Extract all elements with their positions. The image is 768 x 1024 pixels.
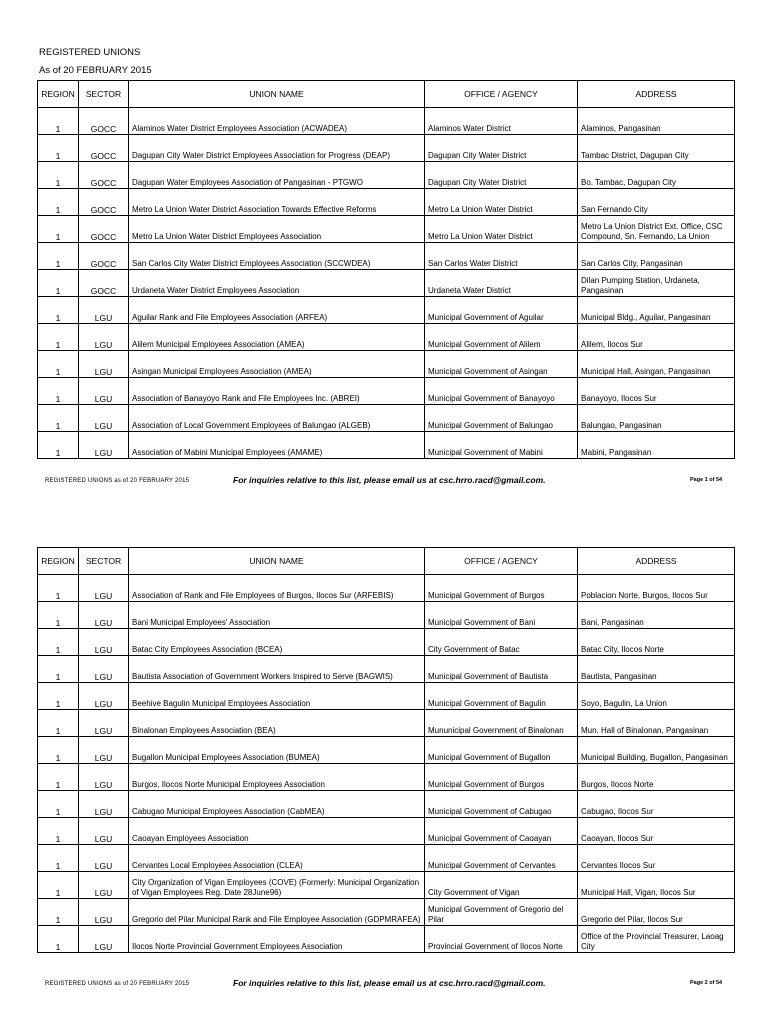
- cell-union-name: Metro La Union Water District Association Towards Effective Reforms: [129, 189, 425, 216]
- table-row: [38, 243, 735, 270]
- cell-region: 1: [38, 899, 79, 926]
- cell-address: Balungao, Pangasinan: [578, 405, 735, 432]
- column-header-office-agency: OFFICE / AGENCY: [425, 548, 578, 575]
- cell-region: 1: [38, 818, 79, 845]
- table-row: [38, 135, 735, 162]
- table-header-row: [38, 81, 735, 108]
- cell-address: Tambac District, Dagupan City: [578, 135, 735, 162]
- cell-union-name: Batac City Employees Association (BCEA): [129, 629, 425, 656]
- cell-region: 1: [38, 216, 79, 243]
- cell-address: Bo. Tambac, Dagupan City: [578, 162, 735, 189]
- table-row: [38, 297, 735, 324]
- cell-union-name: Dagupan Water Employees Association of Pangasinan - PTGWO: [129, 162, 425, 189]
- cell-address: Batac City, Ilocos Norte: [578, 629, 735, 656]
- table-row: [38, 737, 735, 764]
- cell-office-agency: Municipal Government of Banayoyo: [425, 378, 578, 405]
- cell-sector: GOCC: [79, 108, 129, 135]
- column-header-address: ADDRESS: [578, 81, 735, 108]
- cell-union-name: Urdaneta Water District Employees Association: [129, 270, 425, 297]
- table-row: [38, 899, 735, 926]
- unions-table-page-2: [37, 547, 735, 953]
- cell-office-agency: Dagupan City Water District: [425, 162, 578, 189]
- column-header-region: REGION: [38, 548, 79, 575]
- cell-union-name: Caoayan Employees Association: [129, 818, 425, 845]
- cell-sector: LGU: [79, 791, 129, 818]
- cell-address: Municipal Bldg., Aguilar, Pangasinan: [578, 297, 735, 324]
- cell-office-agency: Urdaneta Water District: [425, 270, 578, 297]
- cell-sector: LGU: [79, 845, 129, 872]
- cell-region: 1: [38, 602, 79, 629]
- cell-address: Bautista, Pangasinan: [578, 656, 735, 683]
- cell-sector: LGU: [79, 926, 129, 953]
- column-header-sector: SECTOR: [79, 81, 129, 108]
- cell-address: Dilan Pumping Station, Urdaneta, Pangasinan: [578, 270, 735, 297]
- cell-union-name: Association of Mabini Municipal Employees (AMAME): [129, 432, 425, 459]
- cell-sector: LGU: [79, 432, 129, 459]
- cell-union-name: Association of Local Government Employees of Balungao (ALGEB): [129, 405, 425, 432]
- table-row: [38, 270, 735, 297]
- cell-address: Cervantes Ilocos Sur: [578, 845, 735, 872]
- cell-address: Bani, Pangasinan: [578, 602, 735, 629]
- cell-union-name: Bani Municipal Employees' Association: [129, 602, 425, 629]
- cell-office-agency: Municipal Government of Cervantes: [425, 845, 578, 872]
- column-header-union-name: UNION NAME: [129, 548, 425, 575]
- cell-address: Alaminos, Pangasinan: [578, 108, 735, 135]
- cell-union-name: Ilocos Norte Provincial Government Employees Association: [129, 926, 425, 953]
- cell-region: 1: [38, 243, 79, 270]
- cell-sector: LGU: [79, 351, 129, 378]
- table-body-page-2: [38, 575, 735, 953]
- cell-office-agency: Municipal Government of Bani: [425, 602, 578, 629]
- cell-address: San Carlos City, Pangasinan: [578, 243, 735, 270]
- cell-sector: LGU: [79, 575, 129, 602]
- cell-union-name: Binalonan Employees Association (BEA): [129, 710, 425, 737]
- cell-sector: LGU: [79, 629, 129, 656]
- cell-sector: LGU: [79, 378, 129, 405]
- column-header-sector: SECTOR: [79, 548, 129, 575]
- cell-office-agency: Municipal Government of Cabugao: [425, 791, 578, 818]
- cell-address: Gregorio del Pilar, Ilocos Sur: [578, 899, 735, 926]
- cell-union-name: San Carlos City Water District Employees Association (SCCWDEA): [129, 243, 425, 270]
- page-footer-2: [0, 978, 768, 992]
- cell-region: 1: [38, 629, 79, 656]
- cell-region: 1: [38, 926, 79, 953]
- cell-region: 1: [38, 737, 79, 764]
- cell-sector: LGU: [79, 405, 129, 432]
- cell-sector: GOCC: [79, 216, 129, 243]
- table-row: [38, 710, 735, 737]
- table-row: [38, 791, 735, 818]
- cell-sector: GOCC: [79, 270, 129, 297]
- table-row: [38, 378, 735, 405]
- table-row: [38, 575, 735, 602]
- cell-office-agency: Metro La Union Water District: [425, 189, 578, 216]
- cell-address: Mun. Hall of Binalonan, Pangasinan: [578, 710, 735, 737]
- column-header-region: REGION: [38, 81, 79, 108]
- cell-address: Metro La Union District Ext. Office, CSC Compound, Sn. Fernando, La Union: [578, 216, 735, 243]
- table-row: [38, 351, 735, 378]
- footer-left-text: REGISTERED UNIONS as of 20 FEBRUARY 2015: [45, 981, 190, 987]
- cell-region: 1: [38, 162, 79, 189]
- cell-sector: GOCC: [79, 189, 129, 216]
- cell-region: 1: [38, 108, 79, 135]
- table-row: [38, 189, 735, 216]
- cell-address: San Fernando City: [578, 189, 735, 216]
- table-row: [38, 162, 735, 189]
- cell-union-name: Bautista Association of Government Workers Inspired to Serve (BAGWIS): [129, 656, 425, 683]
- cell-office-agency: Provincial Government of Ilocos Norte: [425, 926, 578, 953]
- cell-region: 1: [38, 405, 79, 432]
- cell-sector: LGU: [79, 297, 129, 324]
- footer-left-text: REGISTERED UNIONS as of 20 FEBRUARY 2015: [45, 478, 190, 484]
- table-row: [38, 872, 735, 899]
- cell-region: 1: [38, 135, 79, 162]
- table-row: [38, 683, 735, 710]
- cell-sector: LGU: [79, 602, 129, 629]
- cell-sector: LGU: [79, 872, 129, 899]
- cell-address: Mabini, Pangasinan: [578, 432, 735, 459]
- column-header-address: ADDRESS: [578, 548, 735, 575]
- cell-region: 1: [38, 845, 79, 872]
- cell-region: 1: [38, 764, 79, 791]
- cell-union-name: Alilem Municipal Employees Association (AMEA): [129, 324, 425, 351]
- cell-address: Municipal Building, Bugallon, Pangasinan: [578, 737, 735, 764]
- cell-office-agency: Municipal Government of Aguilar: [425, 297, 578, 324]
- cell-sector: LGU: [79, 899, 129, 926]
- cell-sector: LGU: [79, 656, 129, 683]
- cell-region: 1: [38, 432, 79, 459]
- cell-union-name: Metro La Union Water District Employees Association: [129, 216, 425, 243]
- cell-union-name: Cervantes Local Employees Association (CLEA): [129, 845, 425, 872]
- cell-union-name: Aguilar Rank and File Employees Association (ARFEA): [129, 297, 425, 324]
- cell-sector: LGU: [79, 710, 129, 737]
- cell-office-agency: Municipal Government of Gregorio del Pilar: [425, 899, 578, 926]
- cell-region: 1: [38, 656, 79, 683]
- column-header-union-name: UNION NAME: [129, 81, 425, 108]
- cell-region: 1: [38, 324, 79, 351]
- cell-union-name: Cabugao Municipal Employees Association (CabMEA): [129, 791, 425, 818]
- table-row: [38, 845, 735, 872]
- cell-region: 1: [38, 575, 79, 602]
- cell-union-name: Association of Banayoyo Rank and File Employees Inc. (ABREI): [129, 378, 425, 405]
- cell-office-agency: Alaminos Water District: [425, 108, 578, 135]
- cell-office-agency: Municipal Government of Bagulin: [425, 683, 578, 710]
- footer-page-number: Page 1 of 54: [690, 477, 723, 483]
- cell-union-name: Burgos, Ilocos Norte Municipal Employees Association: [129, 764, 425, 791]
- table-body-page-1: [38, 108, 735, 459]
- cell-office-agency: Municipal Government of Balungao: [425, 405, 578, 432]
- cell-address: Municipal Hall, Asingan, Pangasinan: [578, 351, 735, 378]
- table-row: [38, 764, 735, 791]
- cell-office-agency: City Government of Vigan: [425, 872, 578, 899]
- cell-sector: LGU: [79, 324, 129, 351]
- cell-union-name: Asingan Municipal Employees Association (AMEA): [129, 351, 425, 378]
- cell-region: 1: [38, 270, 79, 297]
- cell-region: 1: [38, 189, 79, 216]
- table-row: [38, 602, 735, 629]
- cell-address: Banayoyo, Ilocos Sur: [578, 378, 735, 405]
- cell-sector: GOCC: [79, 243, 129, 270]
- cell-sector: GOCC: [79, 135, 129, 162]
- cell-address: Poblacion Norte, Burgos, Ilocos Sur: [578, 575, 735, 602]
- cell-union-name: Alaminos Water District Employees Association (ACWADEA): [129, 108, 425, 135]
- cell-sector: LGU: [79, 818, 129, 845]
- table-row: [38, 324, 735, 351]
- cell-office-agency: Mununicipal Government of Binalonan: [425, 710, 578, 737]
- cell-union-name: Bugallon Municipal Employees Association (BUMEA): [129, 737, 425, 764]
- table-row: [38, 656, 735, 683]
- cell-region: 1: [38, 351, 79, 378]
- cell-sector: GOCC: [79, 162, 129, 189]
- footer-inquiry-text: For inquiries relative to this list, please email us at csc.hrro.racd@gmail.com.: [233, 475, 546, 485]
- cell-office-agency: Municipal Government of Alilem: [425, 324, 578, 351]
- cell-office-agency: Municipal Government of Bautista: [425, 656, 578, 683]
- cell-union-name: Dagupan City Water District Employees Association for Progress (DEAP): [129, 135, 425, 162]
- cell-address: Soyo, Bagulin, La Union: [578, 683, 735, 710]
- cell-sector: LGU: [79, 764, 129, 791]
- table-row: [38, 926, 735, 953]
- cell-address: Municipal Hall, Vigan, Ilocos Sur: [578, 872, 735, 899]
- cell-office-agency: Municipal Government of Burgos: [425, 575, 578, 602]
- cell-office-agency: Municipal Government of Bugallon: [425, 737, 578, 764]
- cell-address: Burgos, Ilocos Norte: [578, 764, 735, 791]
- document-title: REGISTERED UNIONS: [39, 47, 141, 58]
- table-row: [38, 432, 735, 459]
- table-row: [38, 108, 735, 135]
- cell-region: 1: [38, 710, 79, 737]
- cell-union-name: Beehive Bagulin Municipal Employees Association: [129, 683, 425, 710]
- cell-office-agency: Municipal Government of Caoayan: [425, 818, 578, 845]
- cell-address: Office of the Provincial Treasurer, Laoag City: [578, 926, 735, 953]
- table-row: [38, 216, 735, 243]
- cell-region: 1: [38, 872, 79, 899]
- cell-office-agency: Metro La Union Water District: [425, 216, 578, 243]
- footer-inquiry-text: For inquiries relative to this list, please email us at csc.hrro.racd@gmail.com.: [233, 978, 546, 988]
- cell-sector: LGU: [79, 737, 129, 764]
- cell-sector: LGU: [79, 683, 129, 710]
- document-subtitle: As of 20 FEBRUARY 2015: [39, 65, 152, 76]
- cell-office-agency: Dagupan City Water District: [425, 135, 578, 162]
- cell-region: 1: [38, 683, 79, 710]
- footer-page-number: Page 2 of 54: [690, 980, 723, 986]
- cell-union-name: Association of Rank and File Employees of Burgos, Ilocos Sur (ARFEBIS): [129, 575, 425, 602]
- page-footer-1: [0, 475, 768, 489]
- cell-union-name: City Organization of Vigan Employees (COVE) (Formerly: Municipal Organization of Vigan Employees Reg. Date 28June96): [129, 872, 425, 899]
- cell-office-agency: Municipal Government of Asingan: [425, 351, 578, 378]
- cell-address: Caoayan, Ilocos Sur: [578, 818, 735, 845]
- cell-office-agency: San Carlos Water District: [425, 243, 578, 270]
- cell-union-name: Gregorio del Pilar Municipal Rank and File Employee Association (GDPMRAFEA): [129, 899, 425, 926]
- table-row: [38, 629, 735, 656]
- cell-office-agency: Municipal Government of Burgos: [425, 764, 578, 791]
- cell-office-agency: City Government of Batac: [425, 629, 578, 656]
- cell-address: Cabugao, Ilocos Sur: [578, 791, 735, 818]
- column-header-office-agency: OFFICE / AGENCY: [425, 81, 578, 108]
- unions-table-page-1: [37, 80, 735, 459]
- cell-region: 1: [38, 791, 79, 818]
- cell-region: 1: [38, 378, 79, 405]
- table-row: [38, 405, 735, 432]
- table-row: [38, 818, 735, 845]
- table-header-row: [38, 548, 735, 575]
- cell-office-agency: Municipal Government of Mabini: [425, 432, 578, 459]
- cell-address: Alilem, Ilocos Sur: [578, 324, 735, 351]
- cell-region: 1: [38, 297, 79, 324]
